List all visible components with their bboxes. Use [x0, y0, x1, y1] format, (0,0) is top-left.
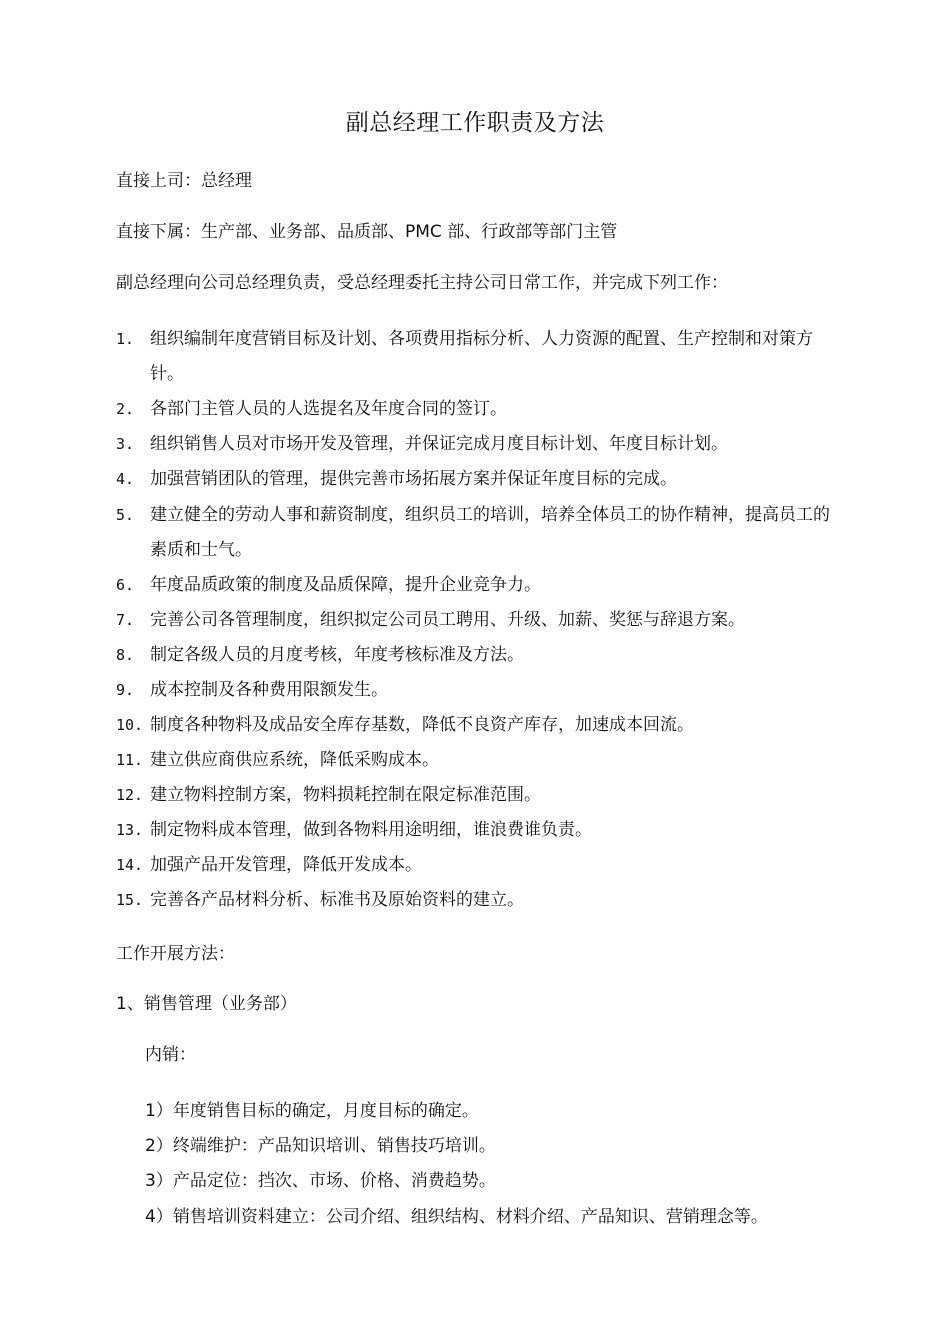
duty-item: [116, 813, 836, 848]
duty-text: 成本控制及各种费用限额发生。: [150, 680, 388, 700]
duty-text: 制度各种物料及成品安全库存基数，降低不良资产库存，加速成本回流。: [150, 715, 694, 735]
duty-text: 加强营销团队的管理，提供完善市场拓展方案并保证年度目标的完成。: [150, 469, 677, 489]
domestic-item: 3）产品定位：挡次、市场、价格、消费趋势。: [145, 1171, 496, 1191]
duty-item: [116, 883, 836, 918]
duty-number: 11.: [116, 751, 144, 769]
domestic-item: 1）年度销售目标的确定，月度目标的确定。: [145, 1101, 479, 1121]
direct-superior: 直接上司：总经理: [116, 171, 252, 191]
domestic-item: 4）销售培训资料建立：公司介绍、组织结构、材料介绍、产品知识、营销理念等。: [145, 1207, 768, 1227]
duty-item: [116, 708, 836, 743]
duty-text: 各部门主管人员的人选提名及年度合同的签订。: [150, 399, 507, 419]
duty-item: [116, 848, 836, 883]
domestic-item: 2）终端维护：产品知识培训、销售技巧培训。: [145, 1136, 496, 1156]
duty-item: [116, 392, 836, 427]
intro-paragraph: 副总经理向公司总经理负责，受总经理委托主持公司日常工作，并完成下列工作：: [116, 273, 728, 293]
duty-number: 2.: [116, 400, 135, 418]
duty-text: 加强产品开发管理，降低开发成本。: [150, 855, 422, 875]
duty-text: 制定物料成本管理，做到各物料用途明细，谁浪费谁负责。: [150, 820, 592, 840]
duty-text: 年度品质政策的制度及品质保障，提升企业竞争力。: [150, 575, 541, 595]
duty-number: 8.: [116, 646, 135, 664]
duty-item: [116, 743, 836, 778]
duty-text: 完善各产品材料分析、标准书及原始资料的建立。: [150, 890, 524, 910]
direct-subordinates: 直接下属：生产部、业务部、品质部、PMC 部、行政部等部门主管: [116, 222, 618, 242]
duty-text: 建立物料控制方案，物料损耗控制在限定标准范围。: [150, 785, 541, 805]
duty-item: [116, 673, 836, 708]
duty-text: 组织销售人员对市场开发及管理，并保证完成月度目标计划、年度目标计划。: [150, 434, 728, 454]
duty-number: 6.: [116, 576, 135, 594]
document-title: 副总经理工作职责及方法: [345, 110, 605, 136]
duty-text: 完善公司各管理制度，组织拟定公司员工聘用、升级、加薪、奖惩与辞退方案。: [150, 610, 745, 630]
duty-number: 5.: [116, 506, 135, 524]
duty-number: 12.: [116, 786, 144, 804]
duty-item: [116, 322, 836, 392]
duty-number: 7.: [116, 611, 135, 629]
duty-item: [116, 603, 836, 638]
section-heading-sales: 1、销售管理（业务部）: [116, 994, 297, 1014]
duty-number: 9.: [116, 681, 135, 699]
duty-item: [116, 498, 836, 568]
duty-number: 14.: [116, 856, 144, 874]
duty-item: [116, 462, 836, 497]
duty-item: [116, 638, 836, 673]
duty-number: 15.: [116, 891, 144, 909]
duty-number: 3.: [116, 435, 135, 453]
duty-text: 建立健全的劳动人事和薪资制度，组织员工的培训，培养全体员工的协作精神，提高员工的素质和士气。: [150, 505, 830, 560]
duty-item: [116, 427, 836, 462]
duty-item: [116, 568, 836, 603]
domestic-label: 内销：: [145, 1045, 196, 1065]
duty-text: 组织编制年度营销目标及计划、各项费用指标分析、人力资源的配置、生产控制和对策方针。: [150, 329, 813, 384]
methods-heading: 工作开展方法：: [116, 944, 235, 964]
duty-text: 建立供应商供应系统，降低采购成本。: [150, 750, 439, 770]
duty-text: 制定各级人员的月度考核，年度考核标准及方法。: [150, 645, 524, 665]
duty-number: 1.: [116, 330, 135, 348]
duty-item: [116, 778, 836, 813]
duty-number: 10.: [116, 716, 144, 734]
duty-number: 13.: [116, 821, 144, 839]
duty-number: 4.: [116, 470, 135, 488]
